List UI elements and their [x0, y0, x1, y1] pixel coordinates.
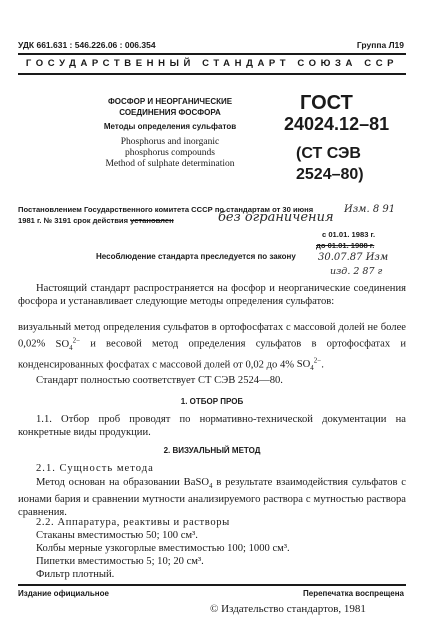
decree-line2: [18, 216, 174, 225]
equipment-item-3: Пипетки вместимостью 5; 10; 20 см³.: [36, 556, 204, 567]
section2-sub1: 2.1. Сущность метода: [36, 463, 154, 474]
header-rule-bottom: [18, 73, 406, 75]
section1-heading: 1. ОТБОР ПРОБ: [180, 397, 244, 406]
title-ru-line3: Методы определения сульфатов: [103, 122, 237, 131]
udk-code: УДК 661.631 : 546.226.06 : 006.354: [18, 40, 156, 50]
equipment-item-4: Фильтр плотный.: [36, 569, 115, 580]
reprint-forbidden-label: Перепечатка воспрещена: [303, 589, 404, 598]
sev-line2: 2524–80): [296, 166, 364, 183]
baso4-sub: 4: [209, 482, 213, 491]
intro-paragraph-1: Настоящий стандарт распространяется на фосфор и неорганические соединения фосфора и устанавливает следующие методы определения сульфатов:: [18, 283, 406, 307]
section2-sub2: 2.2. Аппаратура, реактивы и растворы: [36, 517, 230, 528]
so4-sub: 4: [69, 343, 73, 352]
intro-paragraph-2: визуальный метод определения сульфатов в ортофосфатах с массовой долей не более 0,02% $SO_4^{2-}$ и весовой метод определения сульфатов в ортофосфатах и конденсированных фосфатах с массовой долей от 0,02 до 4% $SO_4^{2-}$.: [18, 322, 407, 373]
decree-line2-text: 1981 г. № 3191 срок действия: [18, 216, 129, 225]
title-en-line3: Method of sulphate determination: [105, 159, 235, 169]
state-standard-banner: ГОСУДАРСТВЕННЫЙ СТАНДАРТ СОЮЗА ССР: [25, 58, 399, 69]
handwritten-note-amend: Изм. 8 91: [344, 204, 396, 215]
group-code: Группа Л19: [356, 40, 404, 50]
header-rule-top: [18, 53, 406, 55]
title-en-line2: phosphorus compounds: [125, 148, 215, 158]
so4-formula-2: [296, 356, 322, 373]
decree-line1: Постановлением Государственного комитета СССР по стандартам от 30 июня: [18, 205, 314, 214]
title-ru-line1: ФОСФОР И НЕОРГАНИЧЕСКИЕ: [107, 97, 233, 106]
sev-line1: (СТ СЭВ: [296, 145, 361, 162]
title-en-line1: Phosphorus and inorganic: [120, 137, 220, 147]
law-notice: Несоблюдение стандарта преследуется по закону: [96, 252, 296, 261]
title-ru-line2: СОЕДИНЕНИЯ ФОСФОРА: [119, 108, 221, 117]
handwritten-note-unlimited: без ограничения: [218, 210, 334, 225]
intro-p2-part1: визуальный метод определения сульфатов в ортофосфатах с массовой долей не более 0,02%: [18, 322, 406, 350]
gost-label: ГОСТ: [300, 92, 353, 114]
intro-p2-part2: и весовой метод определения сульфатов в ортофосфатах и конденсированных фосфатах с массовой долей от 0,02 до 4%: [18, 338, 407, 371]
equipment-item-1: Стаканы вместимостью 50; 100 см³.: [36, 530, 198, 541]
official-edition-label: Издание официальное: [18, 589, 109, 598]
so4-sup: 2−: [313, 356, 322, 365]
so4-sub: 4: [310, 364, 314, 373]
s2-p1-part1: Метод основан на образовании BaSO: [36, 477, 209, 488]
decree-struck-word: установлен: [130, 216, 174, 225]
s2-p1-part2: в результате взаимодействия сульфатов с ионами бария и сравнении мутности анализируемого раствора с мутностью раствора сравнения.: [18, 477, 406, 519]
gost-number: 24024.12–81: [284, 114, 390, 134]
section2-paragraph-1: [18, 476, 406, 519]
so4-sup: 2−: [72, 336, 81, 344]
so4-formula-1: [55, 336, 81, 352]
publisher-copyright: © Издательство стандартов, 1981: [210, 603, 366, 615]
equipment-item-2: Колбы мерные узкогорлые вместимостью 100; 1000 см³.: [36, 543, 290, 554]
footer-rule: [18, 584, 406, 586]
so4-text: SO: [55, 338, 70, 350]
section2-heading: 2. ВИЗУАЛЬНЫЙ МЕТОД: [163, 446, 261, 455]
handwritten-date: 30.07.87 Изм: [318, 252, 389, 263]
decree-date-to: до 01.01. 1988 г.: [316, 241, 375, 250]
section1-paragraph: 1.1. Отбор проб проводят по нормативно-технической документации на конкретные виды продукции.: [18, 414, 406, 438]
handwritten-edition: изд. 2 87 г: [330, 266, 383, 277]
intro-paragraph-3: Стандарт полностью соответствует СТ СЭВ 2524—80.: [36, 375, 283, 386]
decree-date-from: с 01.01. 1983 г.: [322, 230, 376, 239]
so4-text: SO: [296, 359, 311, 371]
